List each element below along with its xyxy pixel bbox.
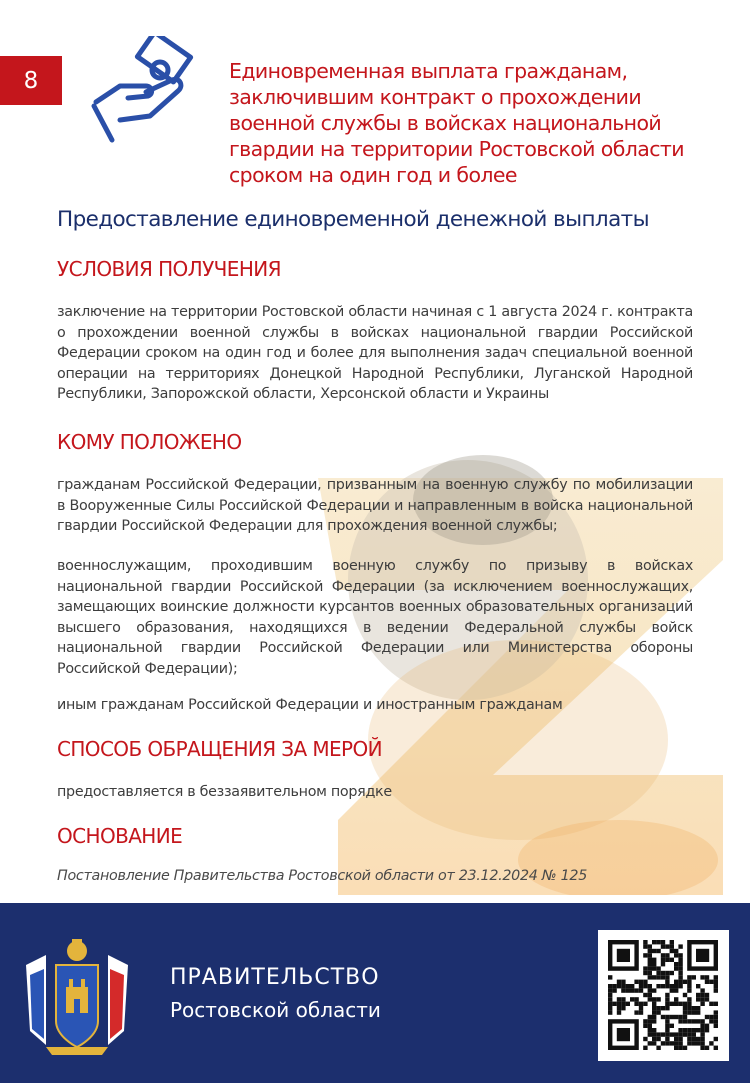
rostov-crest-icon xyxy=(16,935,138,1061)
footer-government-label: ПРАВИТЕЛЬСТВО xyxy=(170,965,380,990)
page-title: Единовременная выплата гражданам, заключившим контракт о прохождении военной службы в войсках национальной гвардии на территории Ростовской области сроком на один год и более xyxy=(229,59,684,187)
footer xyxy=(0,903,750,1083)
page-subtitle: Предоставление единовременной денежной выплаты xyxy=(57,207,649,232)
eligible-item-3: иным гражданам Российской Федерации и иностранным гражданам xyxy=(57,697,563,713)
conditions-heading: УСЛОВИЯ ПОЛУЧЕНИЯ xyxy=(57,257,281,281)
basis-text: Постановление Правительства Ростовской области от 23.12.2024 № 125 xyxy=(57,868,588,884)
footer-region-label: Ростовской области xyxy=(170,998,381,1022)
basis-heading: ОСНОВАНИЕ xyxy=(57,824,183,848)
method-text: предоставляется в беззаявительном порядке xyxy=(57,784,392,800)
eligible-item-1: гражданам Российской Федерации, призванным на военную службу по мобилизации в Вооруженные Силы Российской Федерации и направленным в войска национальной гвардии Российской Федерации для прохождения военной службы; xyxy=(57,477,693,534)
eligible-heading: КОМУ ПОЛОЖЕНО xyxy=(57,430,242,454)
page-number: 8 xyxy=(0,56,62,105)
method-heading: СПОСОБ ОБРАЩЕНИЯ ЗА МЕРОЙ xyxy=(57,737,383,761)
eligible-item-2: военнослужащим, проходившим военную службу по призыву в войсках национальной гвардии Российской Федерации (за исключением военнослужащих, замещающих воинские должности курсантов военных образовательных организаций высшего образования, находящихся в ведении Федеральной службы войск национальной гвардии Российской Федерации или Министерства обороны Российской Федерации); xyxy=(57,558,693,677)
qr-code[interactable] xyxy=(598,930,729,1061)
hand-money-icon xyxy=(90,36,194,146)
conditions-text: заключение на территории Ростовской области начиная с 1 августа 2024 г. контракта о прохождении военной службы в войсках национальной гвардии Российской Федерации сроком на один год и более для выполнения задач специальной военной операции на территориях Донецкой Народной Республики, Луганской Народной Республики, Запорожской области, Херсонской области и Украины xyxy=(57,304,693,402)
